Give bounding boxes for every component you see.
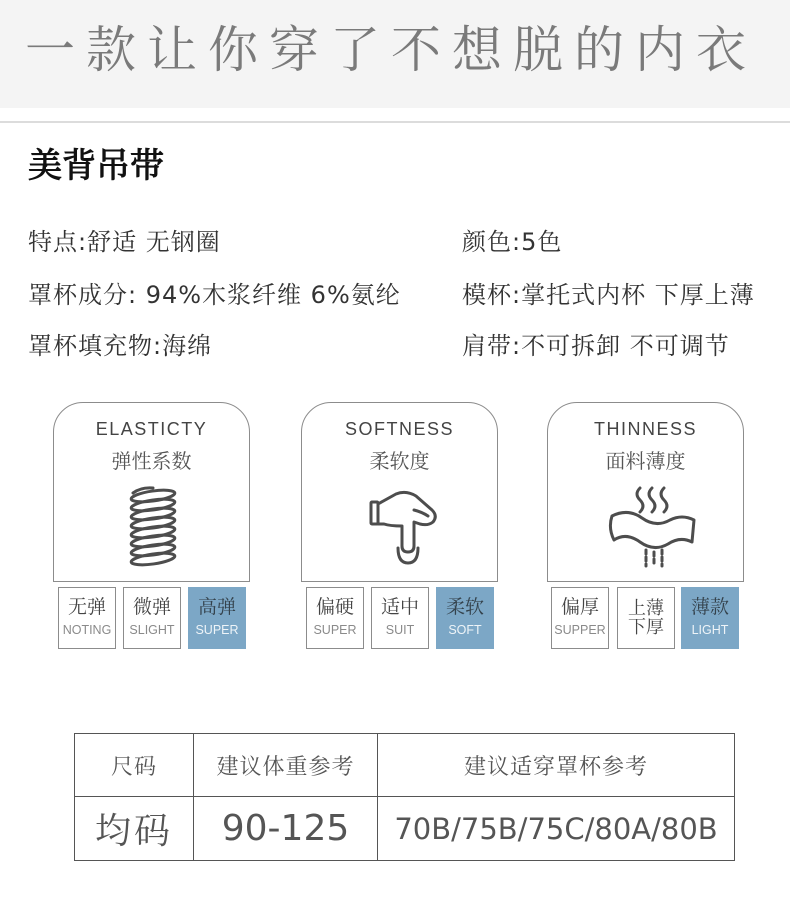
- option-noting: [58, 587, 116, 649]
- option-label-en: SLIGHT: [129, 623, 175, 637]
- option-label-cn: 柔软: [445, 596, 484, 618]
- option-label-en: SUIT: [385, 623, 415, 637]
- table-row: [75, 797, 735, 861]
- option-suit: [371, 587, 429, 649]
- option-label-en: SOFT: [448, 623, 482, 637]
- option-label-cn: 偏硬: [315, 596, 354, 618]
- slogan-text: 一款让你穿了不想脱的内衣: [25, 21, 757, 79]
- option-label-cn: 适中: [380, 596, 419, 618]
- thinness-card: [547, 402, 744, 582]
- option-slight: [123, 587, 181, 649]
- spec-strap: 肩带:不可拆卸 不可调节: [462, 332, 730, 360]
- option-label-en: NOTING: [62, 623, 112, 637]
- option-label-en: LIGHT: [691, 623, 729, 637]
- option-thin-top-thick-bottom: [617, 587, 675, 649]
- cell-weight: 90-125: [194, 797, 378, 861]
- option-label-en: SUPER: [313, 623, 357, 637]
- finger-press-icon: [368, 486, 442, 568]
- card-subtitle: 柔软度: [369, 449, 430, 473]
- header-size: 尺码: [75, 734, 194, 797]
- option-label-cn: 上薄: [628, 598, 664, 619]
- option-label-cn-line2: 下厚: [628, 617, 664, 638]
- cell-cup: 70B/75B/75C/80A/80B: [378, 797, 735, 861]
- spec-cup-material: 罩杯成分: 94%木浆纤维 6%氨纶: [28, 281, 401, 309]
- option-label-cn: 无弹: [67, 596, 106, 618]
- spec-color: 颜色:5色: [462, 228, 563, 256]
- banner-divider: [0, 121, 790, 123]
- product-title: 美背吊带: [28, 146, 164, 186]
- card-title: ELASTICTY: [95, 419, 208, 439]
- card-subtitle: 弹性系数: [111, 449, 192, 473]
- spec-filling: 罩杯填充物:海绵: [28, 332, 213, 360]
- spec-feature: 特点:舒适 无钢圈: [28, 228, 221, 256]
- slogan-banner: [0, 0, 790, 108]
- cell-size: 均码: [75, 797, 194, 861]
- option-label-cn: 微弹: [132, 596, 171, 618]
- option-thick: [551, 587, 609, 649]
- spec-mold-cup: 模杯:掌托式内杯 下厚上薄: [462, 281, 755, 309]
- option-super-elastic: [188, 587, 246, 649]
- elasticity-card: [53, 402, 250, 582]
- card-subtitle: 面料薄度: [605, 449, 686, 473]
- option-soft: [436, 587, 494, 649]
- size-table: [74, 733, 735, 861]
- header-weight: 建议体重参考: [194, 734, 378, 797]
- header-cup: 建议适穿罩杯参考: [378, 734, 735, 797]
- option-label-cn: 薄款: [690, 596, 729, 618]
- option-label-en: SUPPER: [554, 623, 606, 637]
- option-hard: [306, 587, 364, 649]
- table-header-row: [75, 734, 735, 797]
- card-title: SOFTNESS: [344, 419, 454, 439]
- option-light: [681, 587, 739, 649]
- option-label-cn: 偏厚: [560, 596, 599, 618]
- spring-icon: [123, 486, 183, 568]
- card-title: THINNESS: [593, 419, 697, 439]
- softness-card: [301, 402, 498, 582]
- option-label-cn: 高弹: [197, 596, 236, 618]
- fabric-heat-icon: [606, 486, 698, 568]
- option-label-en: SUPER: [195, 623, 239, 637]
